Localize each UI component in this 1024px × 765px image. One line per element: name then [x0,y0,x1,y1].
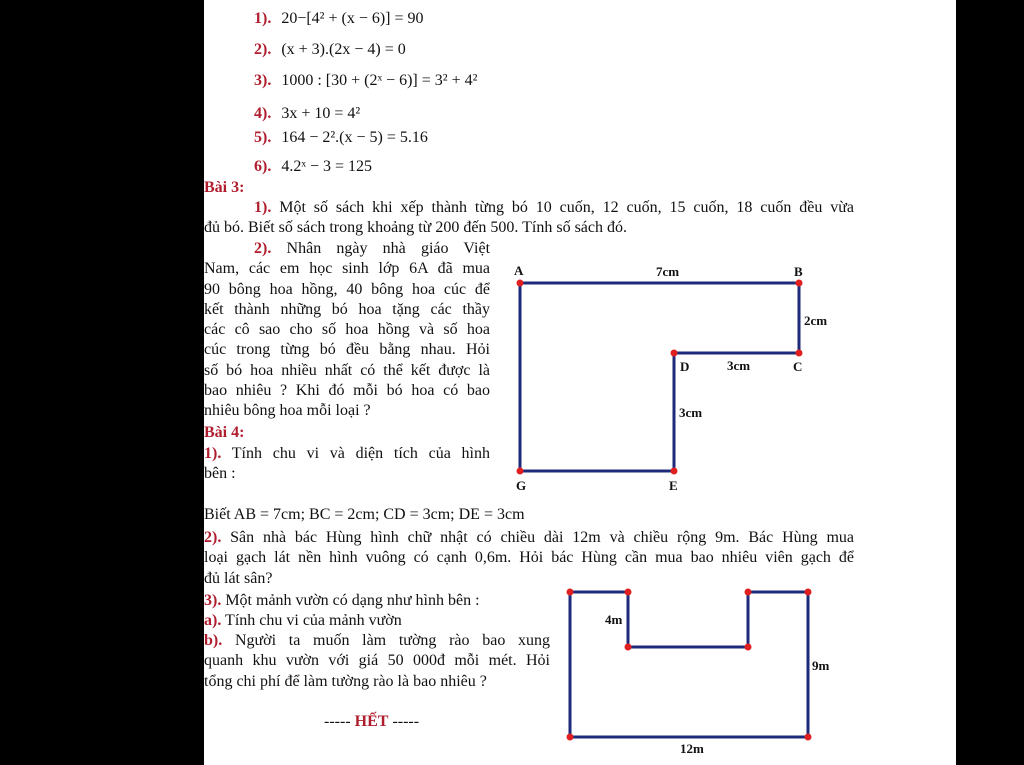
equation-text: 164 − 2².(x − 5) = 5.16 [281,129,428,146]
garden-vertex-dot [805,734,812,741]
end-text: HẾT [354,713,389,730]
bai3-p1-line2: đủ bó. Biết số sách trong khoảng từ 200 đến 500. Tính số sách đó. [204,219,627,237]
vertex-D-dot [671,350,678,357]
figure-2-polygon [567,589,830,757]
vertex-B-dot [796,280,803,287]
length-DE: 3cm [679,405,703,420]
item-number: a). [204,612,222,629]
bai3-p2-line: 90 bông hoa hồng, 40 bông hoa cúc để [204,280,490,298]
bai4-title: Bài 4: [204,424,245,441]
figure-layer [204,0,956,765]
garden-vertex-dot [625,589,632,596]
text: Nhân ngày nhà giáo Việt [286,240,491,257]
text: Một số sách khi xếp thành từng bó 10 cuốn, 12 cuốn, 15 cuốn, 18 cuốn đều vừa [279,199,855,216]
item-number: 6). [254,158,272,175]
equation-text: 20−[4² + (x − 6)] = 90 [281,10,424,27]
item-number: 4). [254,105,272,122]
equation-text: 3x + 10 = 4² [281,105,361,122]
item-number: 2). [254,41,272,58]
garden-vertex-dot [745,644,752,651]
item-number: 1). [254,10,272,27]
dash-right: ----- [392,713,420,730]
item-number: 3). [204,592,222,609]
item-number: 2). [254,240,272,257]
bai4-p3b-line2: quanh khu vườn với giá 50 000đ mỗi mét. Hỏi [204,652,550,670]
dash-left: ----- [324,713,351,730]
bai4-given: Biết AB = 7cm; BC = 2cm; CD = 3cm; DE = 3cm [204,506,525,523]
bai4-p1-line2: bên : [204,465,236,483]
garden-vertex-dot [567,589,574,596]
text: Tính chu vi của mảnh vườn [225,612,402,629]
item-number: 5). [254,129,272,146]
length-AB: 7cm [656,264,680,279]
equation-text: 1000 : [30 + (2ˣ − 6)] = 3² + 4² [281,72,478,89]
garden-vertex-dot [805,589,812,596]
bai3-p2-line: bao nhiêu ? Khi đó mỗi bó hoa có bao [204,382,490,400]
bai3-p2-line: nhiêu bông hoa mỗi loại ? [204,402,371,420]
label-D: D [680,359,690,374]
bai3-p2-line: các cô sao cho số hoa hồng và số hoa [204,321,490,339]
garden-length-top: 4m [605,612,623,627]
figure-1-polygon [514,263,827,493]
item-number: b). [204,632,223,649]
length-CD: 3cm [727,358,751,373]
text: Tính chu vi và diện tích của hình [231,445,490,462]
text: Một mảnh vườn có dạng như hình bên : [225,592,480,609]
item-number: 2). [204,529,222,546]
bai3-p2-line: Nam, các em học sinh lớp 6A đã mua [204,260,490,278]
item-number: 1). [254,199,272,216]
vertex-C-dot [796,350,803,357]
text: Người ta muốn làm tường rào bao xung [234,632,551,649]
bai3-p2-line: kết thành những bó hoa tặng các thầy [204,300,490,318]
worksheet-page [204,0,956,765]
garden-length-bottom: 12m [680,741,704,756]
bai3-p2-line: cúc trong từng bó đều bằng nhau. Hỏi [204,341,490,359]
equation-text: (x + 3).(2x − 4) = 0 [281,41,406,58]
item-number: 3). [254,72,272,89]
label-G: G [516,478,527,493]
equation-text: 4.2ˣ − 3 = 125 [281,158,372,175]
bai3-p2-line: số bó hoa nhiều nhất có thể kết được là [204,361,490,379]
item-number: 1). [204,445,222,462]
bai4-p2-line2: loại gạch lát nền hình vuông có cạnh 0,6m. Hỏi bác Hùng cần mua bao nhiêu viên gạch để [204,549,854,567]
length-BC: 2cm [804,313,828,328]
bai3-title: Bài 3: [204,179,245,196]
label-C: C [793,359,803,374]
label-A: A [514,263,524,278]
figure-1-outline [520,283,799,471]
label-B: B [794,264,803,279]
vertex-G-dot [517,468,524,475]
bai4-p2-line3: đủ lát sân? [204,569,273,587]
vertex-A-dot [517,280,524,287]
bai4-p3b-line3: tổng chi phí để làm tường rào là bao nhiêu ? [204,672,487,690]
garden-vertex-dot [745,589,752,596]
vertex-E-dot [671,468,678,475]
garden-vertex-dot [567,734,574,741]
text: Sân nhà bác Hùng hình chữ nhật có chiều dài 12m và chiều rộng 9m. Bác Hùng mua [230,529,854,546]
label-E: E [669,478,678,493]
garden-vertex-dot [625,644,632,651]
garden-length-right: 9m [812,658,830,673]
